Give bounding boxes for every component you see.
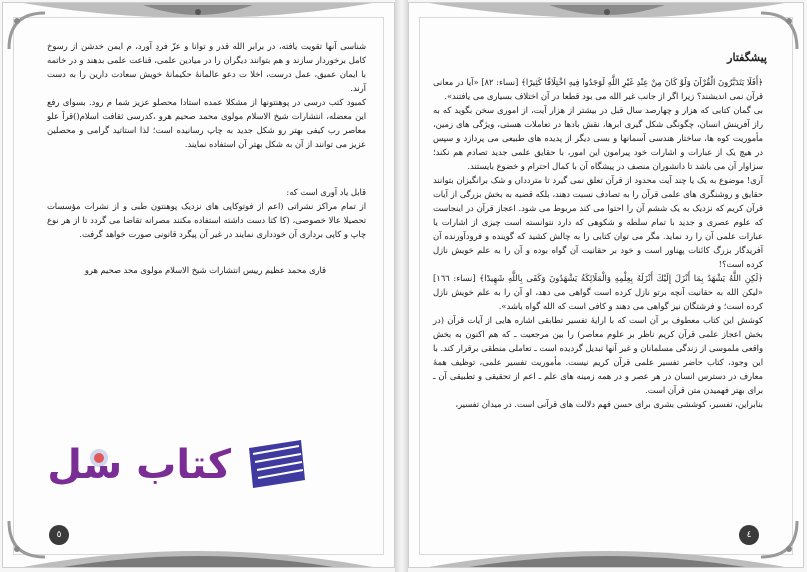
paragraph: از تمام مراکز نشراتی (اعم از فوتوکاپی های نزدیک پوهنتون طبی و از نشرات مؤسسات تحصیلا عالا خصوصی، (کا کتا دست داشته استفاده مکنند مصرانه تقاضا می گردد تا از هر نوع چاپ و کاپی برداری آن خودداری نمایند در غیر آن پیگرد قانونی صورت خواهد گرفت. xyxy=(47,201,366,239)
quran-verse: ﴿لَكِنِ اللَّهُ يَشْهَدُ بِمَا أَنْزَلَ إِلَيْكَ أَنْزَلَهُ بِعِلْمِهِ وَالْمَلَائِكَةُ يَشْهَدُونَ وَكَفَى بِاللَّهِ شَهِيدًا﴾ [نساء: ١٦٦] «لیکن الله به حقانیت آنچه برتو نازل کرده است گواهی می دهد، او آن را به علم خویش نازل کرده است؛ و فرشتگان نیز گواهی می دهند و کافی است که الله گواه باشد». xyxy=(433,273,763,311)
book-stack-icon xyxy=(249,440,305,488)
page-number: ٥ xyxy=(49,525,69,545)
paragraph: بنابراین، تفسیر، کوششی بشری برای حسن فهم دلالت های قرآنی است. در میدان تفسیر، xyxy=(455,399,763,409)
book-gutter xyxy=(395,0,408,572)
signature-line: قاری محمد عظیم رییس انتشارات شیخ الاسلام مولوی محد صحیم هرو xyxy=(84,265,326,275)
paragraph: ﴿أَفَلَا يَتَدَبَّرُونَ الْقُرْآنَ وَلَوْ كَانَ مِنْ عِنْدِ غَيْرِ اللَّهِ لَوَجَدُوا فِيهِ اخْتِلَافًا كَثِيرًا﴾ [نساء: ٨٢] «آیا در معانی قرآن نمی اندیشند؟ زیرا اگر از جانب غیر الله می بود قطعا در آن اختلاف بسیاری می یافتند». xyxy=(433,77,763,101)
right-body-text xyxy=(433,75,763,411)
page-title: پیشگفتار xyxy=(727,51,767,64)
page-number: ٤ xyxy=(739,525,759,545)
left-page xyxy=(2,2,395,568)
bottom-ornament xyxy=(23,541,373,567)
logo-text: کتاب سل xyxy=(47,442,231,488)
paragraph: بی گمان کتابی که هزار و چهارصد سال قبل در بیشتر از هزار آیت، از اموری سخن بگوید که به راز آفرینش انسان، چگونگی شکل گیری ابرها، نقش بادها در تعاملات هستی، ویژگی های زمین، مأموریت کوه ها، ساختار هندسی آسمانها و بسی دیگر از پدیده های طبیعی می پردازد و سپس در هیچ یک از عبارات و اشارات خود پیرامون این امور، با حقایق علمی جدید تصادم هم نکند؛ سزاوار آن می باشد تا دانشوران منصف در پیشگاه آن با کمال احترام و خضوع بایستند. xyxy=(433,105,763,171)
corner-ornament xyxy=(759,11,799,51)
corner-ornament xyxy=(7,11,47,51)
left-body-text xyxy=(47,39,366,277)
kitab-sal-logo xyxy=(47,428,311,498)
paragraph: شناسی آنها تقویت یافته، در برابر الله قدر و توانا و عزّ فردِ آورد، م ایمن خدشن از رسوخ کامل برخوردار سازند و هم بتوانند دیگران را در میادین علمی، قناعت علمی بدهند و در خاتمه با ایمان عمیق، عمل درست، اخلا ت دعو عالمانهٔ حکیمانهٔ خویش سعادت دارین را به دست آرند. xyxy=(47,41,366,93)
paragraph: کمبود کتب درسی در پوهنتونها از مشکلا عمده استادا محصلو عزیز شما م رود. بسوای رفع این معضله، انتشارات شیخ الاسلام مولوی محمد صحیم هرو ،کدرسی ثقافت اسلام()قرآ علو معاصر رب کیفی بهتر رو شکل جدید به چاپ رسانیده است؛ لذا استاتید گرامی و محصلین عزیز می توانند از آن به شکل بهتر آن استفاده نمایند. xyxy=(47,97,366,149)
paragraph: آری! موضوع به یک یا چند آیت محدود از قرآن تعلق نمی گیرد تا متردداں و شک برانگیزان بتوانند حقایق و روشنگری های علمی قرآن را به تصادف نسبت دهند، بلکه قضیه به بخش بزرگی از آیات قرآن کریم که نزدیک به یک ششم آن را احتوا می کند مربوط می شود. اعجاز قرآن در اینجاست که علوم عصری و جدید با تمام سلطه و شکوهی که دارد نتوانسته است چیزی از اشارات یا عبارات علمی آن را رد نماید. مگر می توان کتابی را به چالش کشید که گوینده و فرودآورنده آن آفریدگار بزرگ کائنات پهناور است و خود بر حقانیت آن گواه بوده و آن را به علم خویش نازل کرده است؟! xyxy=(433,175,763,269)
bottom-ornament xyxy=(429,541,785,567)
right-page xyxy=(408,2,804,568)
paragraph: قابل یاد آوری است که: xyxy=(286,187,366,197)
paragraph: کوشش این کتاب معطوف بر آن است که با ارایهٔ تفسیر تطابقی اشاره هایی از آیات قرآن (در بخش اعجاز علمی قرآن کریم ناظر بر علوم معاصر) را بین مرجعیت ـ که هم اکنون به بخش واقعی ملموسی از زندگی مسلمانان و غیر آنها تبدیل گردیده است ـ تعاملی منطقی برقرار کند. با این وجود، کتاب حاضر تفسیر علمی قرآن کریم نیست. مأموریت تفسیر علمی، توظیف همهٔ معارف در دسترس انسان در هر عصر و در همه زمینه های علم ـ اعم از تحقیقی و تطبیقی آن ـ برای بهتر فهمیدن متن قرآن است. xyxy=(433,315,763,395)
